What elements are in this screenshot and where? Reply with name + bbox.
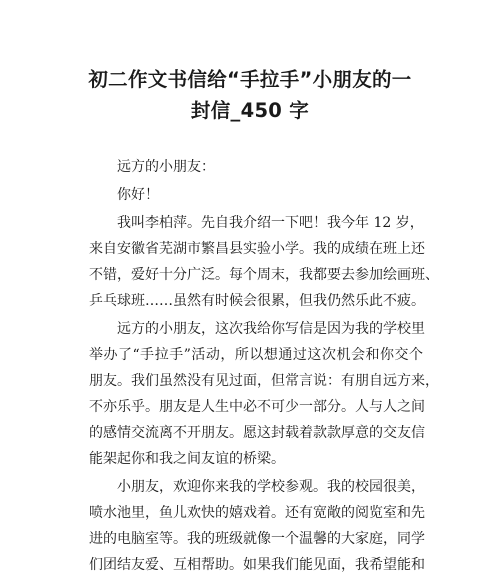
- document-title: [0, 64, 500, 126]
- text-line: 举办了“手拉手”活动，所以想通过这次机会和你交个: [89, 347, 423, 363]
- text-line: 进的电脑室等。我的班级就像一个温馨的大家庭，同学: [89, 531, 425, 547]
- title-line-1: 初二作文书信给“手拉手”小朋友的一: [88, 68, 412, 91]
- paragraph-purpose: [89, 316, 439, 472]
- greeting: [89, 182, 423, 208]
- text-line: 喷水池里，鱼儿欢快的嬉戏着。还有宽敞的阅览室和先: [89, 505, 425, 521]
- text-line: 来自安徽省芜湖市繁昌县实验小学。我的成绩在班上还: [89, 241, 425, 257]
- letter-body: [89, 154, 439, 578]
- text-line: 不错，爱好十分广泛。每个周末，我都要去参加绘画班、: [89, 267, 439, 283]
- text-line: 你好！: [117, 187, 159, 203]
- text-line: 们团结友爱、互相帮助。如果我们能见面，我希望能和: [89, 557, 425, 573]
- text-line: 远方的小朋友：: [117, 159, 215, 175]
- text-line: 乒乓球班……虽然有时候会很累，但我仍然乐此不疲。: [89, 293, 425, 309]
- text-line: 的感情交流离不开朋友。愿这封载着款款厚意的交友信: [89, 425, 425, 441]
- text-line: 不亦乐乎。朋友是人生中必不可少一部分。人与人之间: [89, 399, 425, 415]
- text-line: 朋友。我们虽然没有见过面，但常言说：有朋自远方来，: [89, 373, 439, 389]
- text-line: 能架起你和我之间友谊的桥梁。: [89, 451, 285, 467]
- paragraph-invitation: [89, 474, 423, 578]
- title-line-2: 封信_450 字: [190, 99, 310, 122]
- text-line: 小朋友，欢迎你来我的学校参观。我的校园很美，: [117, 479, 425, 495]
- text-line: 远方的小朋友，这次我给你写信是因为我的学校里: [117, 321, 425, 337]
- paragraph-intro: [89, 210, 439, 314]
- salutation: [89, 154, 423, 180]
- text-line: 我叫李柏萍。先自我介绍一下吧！我今年 12 岁，: [117, 215, 424, 231]
